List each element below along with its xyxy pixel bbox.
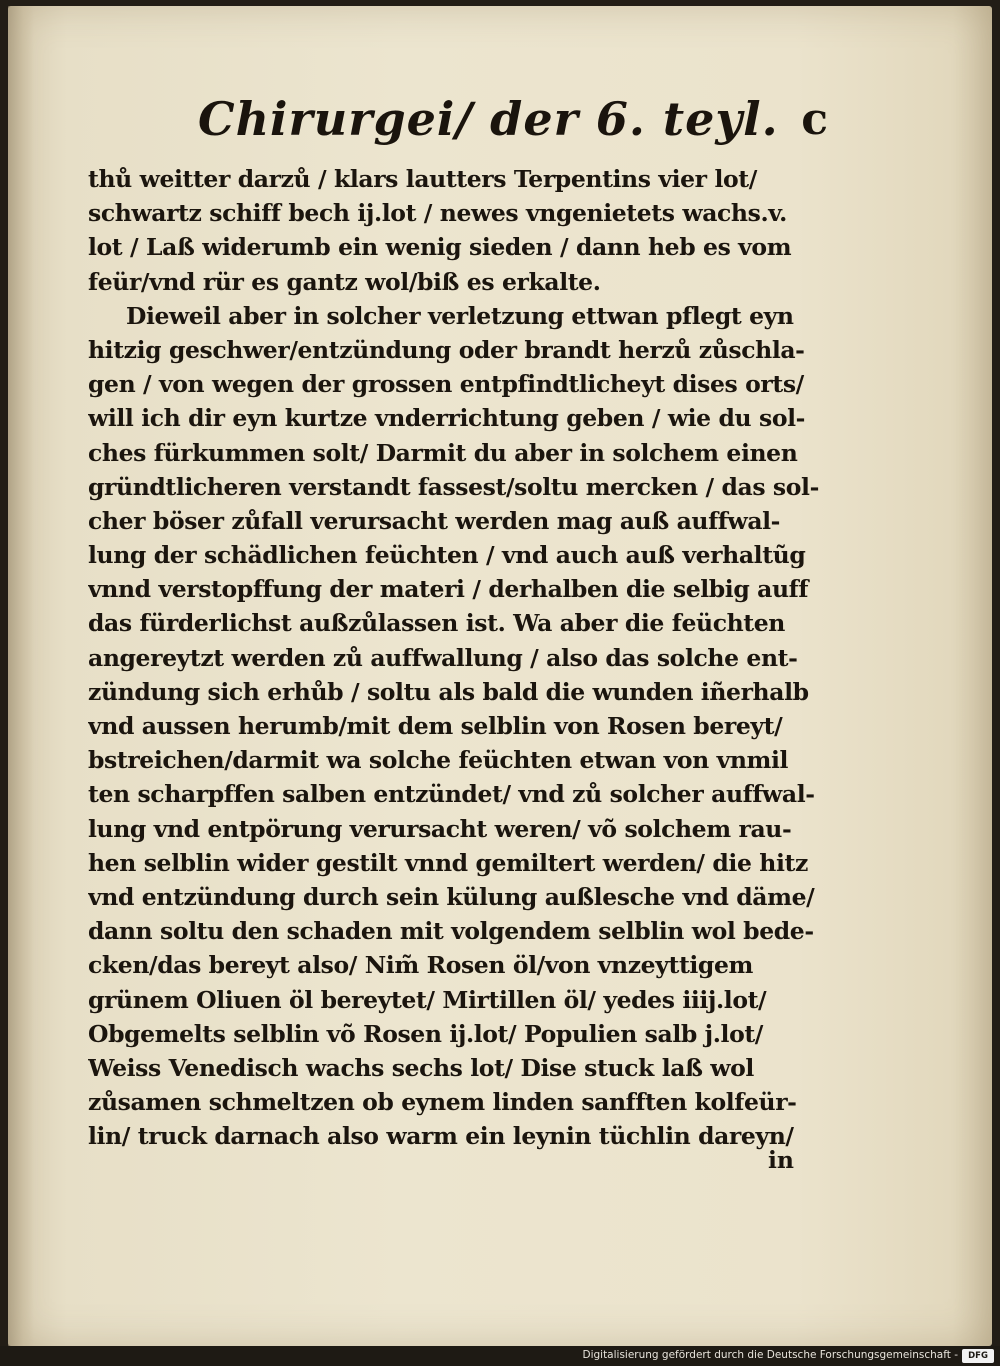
text-line: vnd entzündung durch sein külung außlesche vnd däme/	[88, 882, 815, 911]
text-line: dann soltu den schaden mit volgendem selblin wol bede-	[88, 917, 814, 946]
text-line: thů weitter darzů / klars lautters Terpentins vier lot/	[88, 165, 757, 193]
text-line: angereytzt werden zů auffwallung / also das solche ent-	[88, 643, 798, 672]
text-line: grünem Oliuen öl bereytet/ Mirtillen öl/ yedes iiij.lot/	[88, 985, 767, 1014]
text-line: schwartz schiff bech ij.lot / newes vngenietets wachs.v.	[88, 199, 787, 228]
text-line: cken/das bereyt also/ Nim̃ Rosen öl/von vnzeyttigem	[88, 951, 753, 980]
text-line: feür/vnd rür es gantz wol/biß es erkalte.	[88, 267, 601, 296]
catchword: in	[768, 1146, 795, 1174]
page-header	[168, 92, 828, 162]
text-line: lung der schädlichen feüchten / vnd auch auß verhaltũg	[88, 541, 806, 570]
text-line: hitzig geschwer/entzündung oder brandt herzů zůschla-	[88, 335, 805, 364]
text-line: vnnd verstopffung der materi / derhalben die selbig auff	[88, 575, 809, 604]
text-line: lin/ truck darnach also warm ein leynin tüchlin dareyn/	[88, 1122, 794, 1151]
text-line: lung vnd entpörung verursacht weren/ võ solchem rau-	[88, 814, 792, 843]
text-line: hen selblin wider gestilt vnnd gemiltert werden/ die hitz	[88, 848, 808, 877]
text-line: zůsamen schmeltzen ob eynem linden sanfften kolfeür-	[88, 1088, 797, 1117]
text-line: bstreichen/darmit wa solche feüchten etwan von vnmil	[88, 746, 789, 775]
page-gutter-shadow	[8, 6, 34, 1346]
book-page	[8, 6, 992, 1346]
running-head: Chirurgei/ der 6. teyl.	[198, 92, 779, 146]
signature-mark: c	[801, 94, 828, 145]
text-line: lot / Laß widerumb ein wenig sieden / dann heb es vom	[88, 233, 792, 262]
text-line: ches fürkummen solt/ Darmit du aber in solchem einen	[88, 438, 798, 467]
text-line: cher böser zůfall verursacht werden mag auß auffwal-	[88, 506, 781, 535]
text-line: Obgemelts selblin võ Rosen ij.lot/ Populien salb j.lot/	[88, 1019, 763, 1048]
text-line: ten scharpffen salben entzündet/ vnd zů solcher auffwal-	[88, 780, 815, 809]
text-line: Weiss Venedisch wachs sechs lot/ Dise stuck laß wol	[88, 1053, 754, 1082]
text-line: Dieweil aber in solcher verletzung ettwan pflegt eyn	[126, 301, 794, 330]
text-line: vnd aussen herumb/mit dem selblin von Rosen bereyt/	[88, 712, 783, 740]
footer-bar	[0, 1346, 1000, 1366]
text-line: das fürderlichst außzůlassen ist. Wa aber die feüchten	[88, 609, 785, 638]
dfg-logo[interactable]: DFG	[962, 1349, 994, 1363]
footer-credit: Digitalisierung gefördert durch die Deutsche Forschungsgemeinschaft -	[582, 1349, 958, 1361]
text-line: gründtlicheren verstandt fassest/soltu mercken / das sol-	[88, 472, 819, 501]
text-line: will ich dir eyn kurtze vnderrichtung geben / wie du sol-	[88, 404, 805, 433]
text-line: gen / von wegen der grossen entpfindtlicheyt dises orts/	[88, 370, 804, 399]
text-line: zündung sich erhůb / soltu als bald die wunden iñerhalb	[88, 677, 809, 706]
body-text	[88, 162, 828, 1153]
